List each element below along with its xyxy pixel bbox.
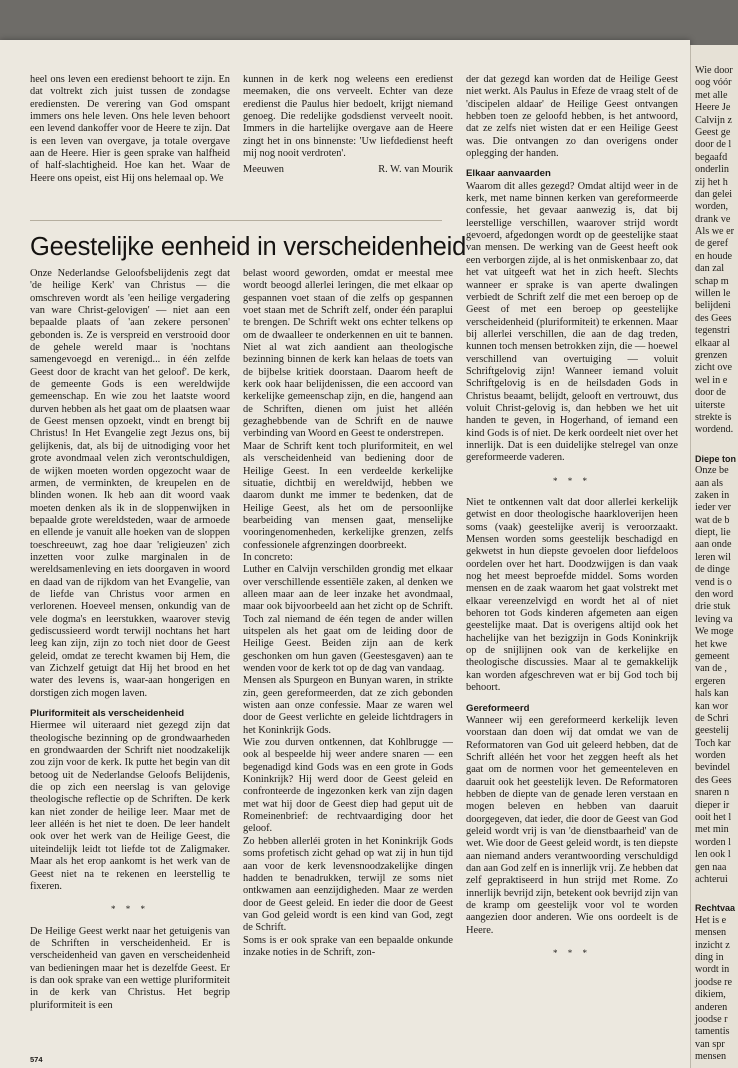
- fragment-line: ding in: [695, 951, 724, 963]
- fragment-line: en houde: [695, 250, 733, 262]
- section-separator: * * *: [111, 904, 149, 915]
- fragment-line: zij het h: [695, 176, 728, 188]
- fragment-line: ieder ver: [695, 502, 731, 514]
- fragment-line: diept, lie: [695, 527, 731, 539]
- next-page-text: [695, 65, 736, 1063]
- article-column-1: [30, 268, 230, 1068]
- fragment-line: uiterste: [695, 399, 725, 411]
- fragment-line: het kwe: [695, 638, 727, 650]
- fragment-line: des Gees: [695, 774, 732, 786]
- next-page-fragment: [690, 45, 738, 1068]
- paragraph: Waarom dit alles gezegd? Omdat altijd weer in de kerk, met name binnen kerken van gereformeerde confessie, het gevaar aanwezig is, dat bij leerstellige verschillen, waarover strijd wordt gevoerd, afgedongen wordt op de geestelijke staat van mensen. De werking van de Geest heeft ook een verborgen zijde, al is het onmiskenbaar zo, dat het vat uitgeeft wat het in zich heeft. Slechts wanneer er sprake is van aperte dwalingen verbiedt de Schrift zelf die met een beroep op de Geest of met een beroep op geestelijke verscheidenheid (pluriformiteit) te erkennen. Maar bij allerlei verschillen, die aan de dag treden, kunnen toch mensen betrokken zijn, die — hoewel verschillend van overtuiging — voluit Schriftgelovig zijn! Wanneer iemand voluit Schriftgelovig is en de heilsdaden Gods in Christus beaamt, belijdt, gelooft en vertrouwt, dus voluit Christ-gelovig is, dan hebben we het uit handen te geven, in Hogerhand, of iemand een kind Gods is of niet. De kerk oordeelt niet over het innerlijk. Dat is een duidelijke stelregel van onze gereformeerde vaderen.: [466, 180, 678, 464]
- article-title: Geestelijke eenheid in verscheidenheid: [30, 233, 467, 261]
- fragment-line: dikiem,: [695, 989, 726, 1001]
- fragment-line: onderlin: [695, 164, 729, 176]
- line-gap: [695, 886, 736, 896]
- fragment-line: drank ve: [695, 213, 731, 225]
- fragment-line: tegenstri: [695, 325, 731, 337]
- paragraph: der dat gezegd kan worden dat de Heilige Geest niet werkt. Als Paulus in Efeze de vraag stelt of de 'discipelen aldaar' de Heilige Geest ontvangen hebben toen ze geloofd hebben, is het antwoord, dat ze zelfs niet wisten dat er een Heilige Geest was. Die ontvangen zo dan overigens onder oplegging der handen.: [466, 74, 678, 160]
- top-paragraph-2: kunnen in de kerk nog weleens een eredienst meemaken, die ons verveelt. Echter van deze eredienst die Paulus hier bedoelt, krijgt niemand genoeg. Die redelijke godsdienst verveelt nooit. Immers in die hartelijke overgave aan de Heere zingt het in ons binnenste: 'Uw liefdedienst heeft mij nog nooit verdroten'.: [243, 74, 453, 160]
- fragment-line: Toch kar: [695, 737, 731, 749]
- subheading-elkaar-aanvaarden: Elkaar aanvaarden: [466, 168, 551, 180]
- paragraph: Wie zou durven ontkennen, dat Kohlbrugge — ook al bespeelde hij weer andere snaren — een begenadigd kind Gods was en een grote in Gods Koninkrijk? Hij werd door de Geest geleid en confronteerde de ingezonken kerk van zijn dagen met wat hij door de Geest diep had geput uit de Romeinenbrief: de rechtvaardiging door het geloof.: [243, 737, 453, 835]
- fragment-line: elkaar al: [695, 337, 730, 349]
- fragment-line: dan gelei: [695, 188, 733, 200]
- fragment-subheading: Diepe ton: [695, 453, 737, 464]
- fragment-line: den word: [695, 589, 734, 601]
- fragment-line: gemeent: [695, 650, 730, 662]
- paragraph: Wanneer wij een gereformeerd kerkelijk leven voorstaan dan doen wij dat omdat we van de Reformatoren van God uit geleerd hebben, dat de Schrift alléén het voor het zeggen heeft als het gaat om de normen voor het gemeenteleven en daaruit ook het geestelijk leven. De Reformatoren hebben de diepte van de genade leren verstaan en mogen beleven en hebben van daaruit doorgegeven, dat ieder, die door de Geest van God geleid wordt vrij is van 'de dienstbaarheid' van de wet. Wie door de Geest geleid wordt, is ten diepste aan niemand anders verantwoording verschuldigd dan aan God zelf en is innerlijk vrij. Ze hebben dat zelf gepraktiseerd in hun strijd met Rome. Zo innerlijk bevrijd zijn, betekent ook bevrijd zijn van de kramp om geestelijk voor vol te worden aangezien door anderen. Wie ons oordeelt is de Heere.: [466, 714, 678, 936]
- article-column-2: [243, 268, 453, 1068]
- paragraph: Zo hebben allerléi groten in het Koninkrijk Gods soms profetisch zicht gehad op wat zij in hun tijd aan voor de kerk levensnoodzakelijke dingen hadden te benadrukken, terwijl ze soms niet ontkwamen aan eenzijdigheden. Maar ze werden door de Geest geleid. En ieder die door de Geest van God geleid wordt is een kind van God, zegt de Schrift.: [243, 835, 453, 934]
- fragment-line: Geest ge: [695, 126, 731, 138]
- fragment-line: willen le: [695, 288, 731, 300]
- fragment-line: aan onde: [695, 539, 732, 551]
- fragment-line: wel in e: [695, 374, 728, 386]
- fragment-line: Calvijn z: [695, 114, 733, 126]
- subheading-pluriformiteit: Pluriformiteit als verscheidenheid: [30, 708, 185, 720]
- fragment-line: worden l: [695, 836, 731, 848]
- top-column-1: [30, 74, 230, 185]
- fragment-line: kan wor: [695, 700, 729, 712]
- paragraph: belast woord geworden, omdat er meestal mee wordt beoogd allerlei leringen, die met elkaar op gespannen voet staan of die zelfs op gespannen voet staan met de Schrift zelf, onder één paraplui te brengen. De Schrift wekt ons echter telkens op om de dwaalleer te onderkennen en uit te bannen. Niet al wat zich aandient aan theologische bezinning binnen de kerk kan helaas de toets van de bijbelse kritiek doorstaan. Daarom heeft de kerk ook haar belijdenissen, die een accoord van kerkelijke gemeenschap zijn, en die, hangend aan de Schriften, dienen om juist het alléén gezaghebbende van de Schrift en de nauwe verbinding van Woord en Geest te onderstrepen.: [243, 268, 453, 440]
- fragment-line: door de l: [695, 139, 732, 151]
- paragraph: In concreto:: [243, 551, 293, 563]
- fragment-line: leving va: [695, 613, 733, 625]
- fragment-line: tamentis: [695, 1026, 730, 1038]
- paragraph: Niet te ontkennen valt dat door allerlei kerkelijk getwist en door theologische haarkloverijen heen soms (vaak) geestelijke averij is veroorzaakt. Mensen worden soms geestelijk beschadigd en gekwetst in hun diepste gevoelen door liefdeloos oordelen over het hart. Doodzwijgen is dan vaak nog het meest beproefde middel. Soms worden mensen en de zaak waarom het gaat volstrekt met elkaar vereenzelvigd en wordt het al of niet behoren tot Gods kinderen afgemeten aan eigen geestelijke maat. Dat is overigens altijd ook het hachelijke van het bezigzijn in Gods Koninkrijk op de snijlijnen ook van de kerkelijke en theologische discussies. Maar al te gemakkelijk kan worden afgeschreven wat er bij God toch bij behoort.: [466, 497, 678, 694]
- fragment-line: oog vóór: [695, 77, 732, 89]
- paragraph: De Heilige Geest werkt naar het getuigenis van de Schriften in verscheidenheid. Er is verscheidenheid van gaven en verscheidenheid van bedieningen maar het is dezelfde Geest. Er is dan ook sprake van een wettige pluriformiteit in de kerk van Christus. Het begrip pluriformiteit is een: [30, 925, 230, 1011]
- fragment-line: van spr: [695, 1038, 725, 1050]
- fragment-subheading: Rechtvaa: [695, 903, 736, 914]
- fragment-line: wat de b: [695, 514, 730, 526]
- fragment-line: met min: [695, 824, 729, 836]
- fragment-line: dan zal: [695, 263, 725, 275]
- fragment-line: wordt in: [695, 964, 730, 976]
- title-rule: [30, 220, 442, 221]
- fragment-line: vend is o: [695, 576, 732, 588]
- fragment-line: Het is e: [695, 914, 727, 926]
- fragment-line: ooit het l: [695, 812, 732, 824]
- fragment-line: gen naa: [695, 861, 727, 873]
- fragment-line: snaren n: [695, 787, 730, 799]
- signature-name: R. W. van Mourik: [378, 164, 453, 176]
- signature-place: Meeuwen: [243, 164, 284, 176]
- fragment-line: achterui: [695, 874, 728, 885]
- fragment-line: de dinge: [695, 564, 730, 576]
- fragment-line: worden,: [695, 201, 729, 213]
- fragment-line: zicht ove: [695, 362, 733, 374]
- article-column-3: [466, 74, 678, 1064]
- fragment-line: worden: [695, 750, 726, 762]
- fragment-line: bevindel: [695, 762, 731, 774]
- fragment-line: wordend.: [695, 424, 734, 436]
- paragraph: Luther en Calvijn verschilden grondig met elkaar over verschillende essentiële zaken, al denken we alleen maar aan de leer inzake het avondmaal, maar ook bijvoorbeeld aan het zicht op de Schrift. Toch zal niemand de één tegen de ander willen uitspelen als het gaat om de leiding door de Heilige Geest. Beiden zijn aan de kerk geschonken om hun gaven (Geestesgaven) aan te wenden voor de kerk tot op de dag van vandaag.: [243, 564, 453, 674]
- fragment-line: inzicht z: [695, 939, 730, 951]
- fragment-line: joodse re: [695, 976, 733, 988]
- fragment-line: Heere Je: [695, 102, 731, 114]
- paragraph: Maar de Schrift kent toch pluriformiteit, en wel als verscheidenheid van bediening door de Heilige Geest. In een verdeelde kerkelijke situatie, dichtbij en wereldwijd, hebben we daarom dunkt me immer te bedenken, dat de Heilige Geest, als het om de persoonlijke bearbeiding van mensen gaat, menselijke vooringenomenheden, kerkelijke grenzen, zelfs confessionele afgrenzingen doorbreekt.: [243, 440, 453, 551]
- fragment-line: des Gees: [695, 312, 732, 324]
- top-column-2: [243, 74, 453, 177]
- fragment-line: mensen: [695, 1051, 727, 1063]
- top-paragraph-1: heel ons leven een eredienst behoort te zijn. En dat voltrekt zich juist tussen de zondagse erediensten. De verering van God omspant immers ons hele leven. Ons hele leven behoort een levend dankoffer voor de Heere te zijn. Dat is een leven van overgave, ja totale overgave aan de Heere. Hier is geen sprake van halfheid of half-slachtigheid. Hoe kan het. Waar de Heere ons opeist, eist Hij ons helemaal op. We: [30, 74, 230, 184]
- fragment-line: aan als: [695, 477, 724, 489]
- line-gap: [695, 437, 736, 447]
- fragment-line: leren wil: [695, 551, 731, 563]
- fragment-line: Onze be: [695, 465, 729, 477]
- paragraph: Onze Nederlandse Geloofsbelijdenis zegt dat 'de heilige Kerk' van Christus — die omschreven wordt als 'een heilige vergadering van ware Christ-gelovigen' — niet aan een bepaalde plaats of 'aan zekere personen' gebonden is. Ze is verspreid en verstrooid door de gehele wereld maar is 'nochtans samengevoegd en verenigd... in één zelfde Geest door de kracht van het geloof'. De kerk, de gemeente Gods is een wereldwijde gemeenschap. En wie zou het laatste woord durven hebben als het gaat om de plaatsen waar de Geest mensen opzoekt, vindt en brengt bij Christus! In Het Evangelie zegt Jezus ons, bij gelijkenis, dat, als bij de uitnodiging voor het grote avondmaal velen zich verontschuldigen, de wijken moeten worden opgezocht waar de armen, de verminkten, de kreupelen en de blinden wonen. Ik heb aan dit woord vaak moeten denken als ik in de sloppenwijken in bepaalde grote wereldsteden, waar de armoede en ellende je vanuit alle hoeken van de sloppen toeschreeuwt, zag hoe daar 'religieuzen' zich inzetten voor zulke marginalen in de wereldsamenleving en iets doorgaven in woord en daad van de rijkdom van het Evangelie, van de liefde van Christus voor armen en verlorenen. Hoeveel mensen, onkundig van de vele dogma's en leerstukken, waarover stevig gediscussieerd wordt terwijl nochtans het hart leeg kan zijn, zijn zo toch niet door de Geest geleid, omdat ze terecht kwamen bij Hem, die van Zichzelf getuigt dat Hij het brood en het water des levens is, waar-aan hongerigen en dorstigen zich mogen laven.: [30, 268, 230, 699]
- section-separator: * * *: [553, 475, 591, 486]
- fragment-line: geestelij: [695, 725, 729, 737]
- fragment-line: Wie door: [695, 65, 733, 76]
- magazine-page: [0, 40, 690, 1068]
- fragment-line: strekte is: [695, 411, 732, 423]
- fragment-line: door de: [695, 387, 726, 399]
- section-separator: * * *: [553, 948, 591, 959]
- fragment-line: Als we er: [695, 226, 735, 238]
- fragment-line: de Schri: [695, 712, 729, 724]
- paragraph: Hiermee wil uiteraard niet gezegd zijn dat theologische bezinning op de grondwaarheden en grondwaarden der Schrift niet noodzakelijk zou zijn voor de kerk. Ik putte het begin van dit betoog uit de Nederlandse Geloofs Belijdenis, die op zich een neerslag is van gelovige theologische reflectie op de Schriften. De kerk kan niet zonder de heilige leer. Maar met de leer alléén is het niet te doen. De leer handelt ook over het werk van de Heilige Geest, die uiteindelijk leidt tot liefde tot de Zaligmaker. Maar als het erop aankomt is het werk van de Geest niet na te rekenen en leerstellig te fixeren.: [30, 720, 230, 892]
- fragment-line: We moge: [695, 626, 734, 638]
- fragment-line: belijdeni: [695, 300, 731, 312]
- paragraph: Mensen als Spurgeon en Bunyan waren, in strikte zin, geen gereformeerden, dat ze zich gebonden wisten aan onze confessie. Maar ze waren wel door de Geest verlichte en geleide lichtdragers in het Koninkrijk Gods.: [243, 675, 453, 736]
- fragment-line: grenzen: [695, 349, 728, 361]
- signature: [243, 164, 453, 176]
- fragment-line: hals kan: [695, 688, 729, 700]
- fragment-line: joodse r: [695, 1013, 728, 1025]
- fragment-line: len ook l: [695, 849, 731, 861]
- fragment-line: met alle: [695, 89, 728, 101]
- fragment-line: begaafd: [695, 151, 728, 163]
- fragment-line: zaken in: [695, 489, 730, 501]
- fragment-line: mensen: [695, 927, 727, 939]
- fragment-line: anderen: [695, 1001, 728, 1013]
- subheading-gereformeerd: Gereformeerd: [466, 702, 530, 714]
- fragment-line: drie stuk: [695, 601, 731, 613]
- fragment-line: ergeren: [695, 675, 726, 687]
- paragraph: Soms is er ook sprake van een bepaalde onkunde inzake noties in de Schrift, zon-: [243, 934, 453, 958]
- fragment-line: dieper ir: [695, 799, 730, 811]
- fragment-line: schap m: [695, 275, 729, 287]
- fragment-line: de geref: [695, 238, 729, 250]
- fragment-line: van de ,: [695, 663, 727, 675]
- page-number: 574: [30, 1055, 43, 1064]
